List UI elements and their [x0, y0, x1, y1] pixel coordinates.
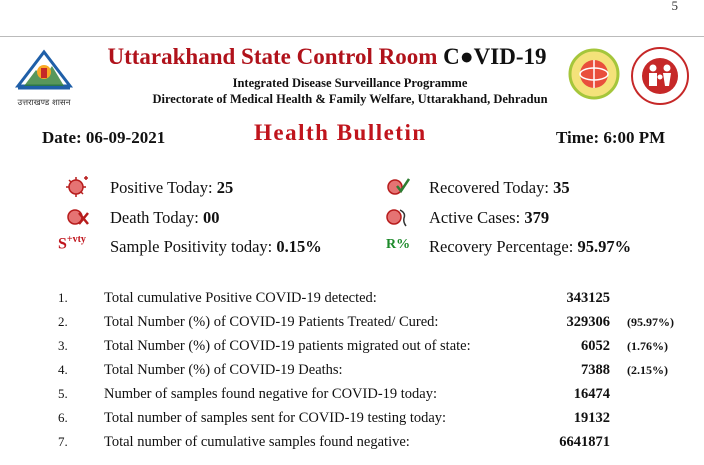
- page-number: 5: [671, 0, 678, 13]
- sample-positivity: [110, 237, 322, 257]
- active-cases: [429, 208, 549, 228]
- recovery-percentage-value: 95.97%: [577, 237, 632, 256]
- row-value: 19132: [573, 410, 610, 426]
- row-number: 4.: [58, 362, 68, 377]
- uttarakhand-govt-logo: [14, 46, 74, 108]
- virus-cross-icon: [64, 206, 90, 228]
- table-row: [0, 290, 704, 314]
- nhm-family-icon: [630, 46, 690, 106]
- logo-caption: उत्तराखण्ड शासन: [17, 98, 71, 108]
- row-value: 7388: [581, 362, 610, 378]
- row-label: Total Number (%) of COVID-19 Deaths:: [104, 362, 343, 378]
- row-percentage: (1.76%): [627, 339, 668, 353]
- recovery-percentage-badge: R%: [386, 237, 411, 252]
- row-value: 6641871: [559, 434, 610, 450]
- recovered-today: [429, 178, 570, 198]
- positive-today: [110, 178, 233, 198]
- bulletin-date: Date: 06-09-2021: [42, 128, 166, 147]
- row-number: 3.: [58, 338, 68, 353]
- table-row: [0, 362, 704, 386]
- row-label: Total cumulative Positive COVID-19 detected:: [104, 290, 377, 306]
- row-number: 6.: [58, 410, 68, 425]
- table-row: [0, 386, 704, 410]
- row-label: Number of samples found negative for COVID-19 today:: [104, 386, 438, 402]
- bulletin-time: Time: 6:00 PM: [556, 128, 666, 147]
- row-label: Total Number (%) of COVID-19 patients migrated out of state:: [104, 338, 471, 354]
- sp-badge-sup: +vty: [66, 234, 86, 245]
- recovered-today-value: 35: [553, 178, 570, 197]
- active-cases-label: Active Cases:: [429, 208, 525, 227]
- row-value: 329306: [566, 314, 610, 330]
- page-title: [96, 44, 558, 70]
- death-today: [110, 208, 219, 228]
- sample-positivity-badge: [58, 234, 86, 253]
- subtitle-programme: Integrated Disease Surveillance Programme: [232, 76, 468, 90]
- row-value: 6052: [581, 338, 610, 354]
- idsp-logo: [568, 48, 620, 100]
- row-percentage: (95.97%): [627, 315, 674, 329]
- recovery-percentage-label: Recovery Percentage:: [429, 237, 578, 256]
- idsp-globe-icon: [568, 48, 620, 100]
- table-row: [0, 314, 704, 338]
- row-number: 5.: [58, 386, 68, 401]
- positive-today-label: Positive Today:: [110, 178, 217, 197]
- death-today-label: Death Today:: [110, 208, 203, 227]
- recovered-virus-icon: [384, 176, 410, 198]
- active-cases-icon: [384, 206, 410, 228]
- sample-positivity-value: 0.15%: [276, 237, 322, 256]
- covid-label: C●VID-19: [443, 44, 547, 69]
- row-number: 2.: [58, 314, 68, 329]
- table-row: [0, 434, 704, 458]
- row-label: Total Number (%) of COVID-19 Patients Treated/ Cured:: [104, 314, 439, 330]
- recovery-percentage: [429, 237, 631, 257]
- sp-badge-letter: S: [58, 235, 67, 253]
- virus-icon: [64, 176, 90, 198]
- sample-positivity-label: Sample Positivity today:: [110, 237, 277, 256]
- positive-today-value: 25: [216, 178, 234, 197]
- header-divider: [0, 36, 704, 37]
- row-percentage: (2.15%): [627, 363, 668, 377]
- row-value: 16474: [573, 386, 610, 402]
- active-cases-value: 379: [524, 208, 550, 227]
- row-label: Total number of samples sent for COVID-19 testing today:: [104, 410, 447, 426]
- row-number: 7.: [58, 434, 68, 449]
- recovered-today-label: Recovered Today:: [429, 178, 554, 197]
- row-value: 343125: [566, 290, 610, 306]
- title-text: Uttarakhand State Control Room: [107, 44, 438, 69]
- table-row: [0, 338, 704, 362]
- emblem-icon: [14, 46, 74, 92]
- death-today-value: 00: [202, 208, 220, 227]
- bulletin-title: Health Bulletin: [254, 120, 427, 145]
- row-number: 1.: [58, 290, 68, 305]
- subtitle-directorate: Directorate of Medical Health & Family Welfare, Uttarakhand, Dehradun: [152, 92, 548, 106]
- national-health-mission-logo: [630, 46, 690, 106]
- table-row: [0, 410, 704, 434]
- row-label: Total number of cumulative samples found negative:: [104, 434, 410, 450]
